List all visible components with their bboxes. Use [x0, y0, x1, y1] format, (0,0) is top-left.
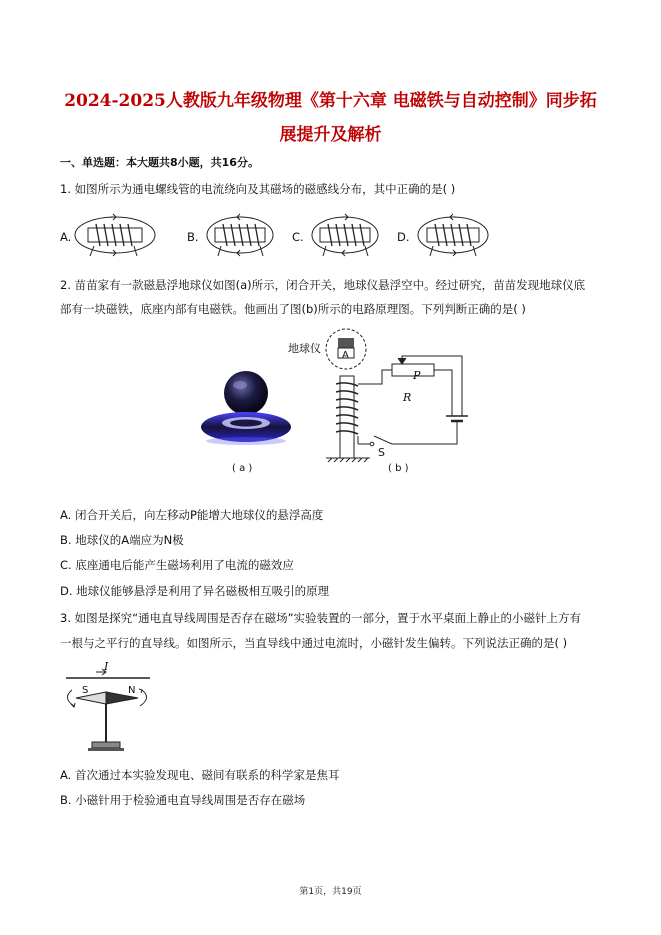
section-header: 一、单选题：本大题共8小题，共16分。 — [60, 156, 259, 169]
q3-compass-figure — [62, 660, 152, 754]
q2-option-d: D. 地球仪能够悬浮是利用了异名磁极相互吸引的原理 — [60, 584, 330, 598]
q2-slider-p-label: P — [413, 369, 421, 382]
q1-option-d-label: D. — [397, 230, 410, 244]
document-title-line2: 展提升及解析 — [279, 125, 382, 145]
q1-solenoid-figure-a — [70, 208, 160, 260]
q1-option-b-label: B. — [187, 230, 199, 244]
q3-option-a: A. 首次通过本实验发现电、磁间有联系的科学家是焦耳 — [60, 768, 340, 782]
question-2-stem-line2: 部有一块磁铁，底座内部有电磁铁。他画出了图(b)所示的电路原理图。下列判断正确的是( ) — [60, 302, 526, 316]
q2-pole-a-label: A — [342, 350, 349, 361]
question-3-stem-line1: 3. 如图是探究“通电直导线周围是否存在磁场”实验装置的一部分，置于水平桌面上静止的小磁针上方有 — [60, 611, 582, 625]
question-3-stem-line2: 一根与之平行的直导线。如图所示，当直导线中通过电流时，小磁针发生偏转。下列说法正确的是( ) — [60, 636, 568, 650]
q1-option-a-label: A. — [60, 230, 72, 244]
q3-needle-s-label: S — [82, 685, 89, 696]
question-1-stem: 1. 如图所示为通电螺线管的电流绕向及其磁场的磁感线分布，其中正确的是( ) — [60, 182, 456, 196]
q2-option-b: B. 地球仪的A端应为N极 — [60, 533, 184, 547]
q3-option-b: B. 小磁针用于检验通电直导线周围是否存在磁场 — [60, 793, 306, 807]
q3-current-i-label: I — [104, 660, 109, 673]
q2-globe-label: 地球仪 — [288, 342, 321, 355]
q2-resistor-r-label: R — [403, 391, 412, 404]
q1-solenoid-figure-b — [203, 208, 278, 260]
q2-figure-a-levitating-globe — [196, 365, 296, 475]
q1-solenoid-figure-c — [308, 208, 383, 260]
q3-needle-n-label: N — [128, 685, 136, 696]
q2-figure-a-caption: ( a ) — [232, 463, 253, 474]
q1-solenoid-figure-d — [413, 208, 493, 260]
question-2-stem-line1: 2. 苗苗家有一款磁悬浮地球仪如图(a)所示，闭合开关，地球仪悬浮空中。经过研究，苗苗发现地球仪底 — [60, 278, 586, 292]
page-footer: 第1页，共19页 — [299, 887, 362, 897]
document-title-line1: 2024-2025人教版九年级物理《第十六章 电磁铁与自动控制》同步拓 — [64, 91, 597, 111]
q2-figure-b-caption: ( b ) — [388, 463, 409, 474]
q2-option-c: C. 底座通电后能产生磁场利用了电流的磁效应 — [60, 558, 294, 572]
q2-switch-s-label: S — [378, 446, 385, 459]
q2-option-a: A. 闭合开关后，向左移动P能增大地球仪的悬浮高度 — [60, 508, 324, 522]
q1-option-c-label: C. — [292, 230, 304, 244]
